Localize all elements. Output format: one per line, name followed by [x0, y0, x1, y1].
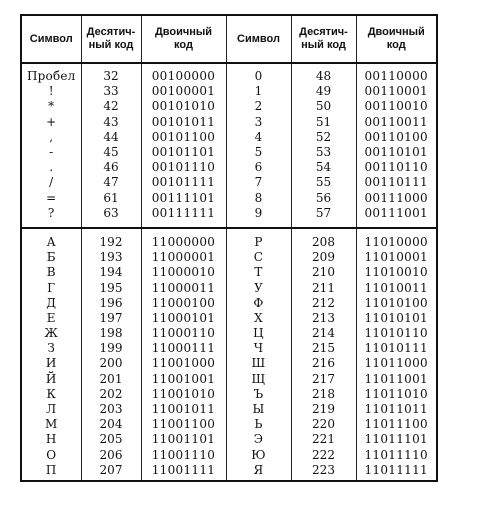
cell-decimal-left: 193 — [81, 250, 141, 265]
table-row — [21, 463, 437, 481]
cell-symbol-left: ! — [21, 84, 81, 99]
cell-binary-left: 11000000 — [141, 228, 226, 250]
cell-decimal-right: 218 — [291, 387, 356, 402]
cell-decimal-left: 44 — [81, 130, 141, 145]
cell-binary-left: 00111101 — [141, 191, 226, 206]
cell-symbol-left: Пробел — [21, 63, 81, 84]
cell-decimal-left: 204 — [81, 417, 141, 432]
cell-decimal-left: 47 — [81, 175, 141, 190]
cell-decimal-right: 213 — [291, 311, 356, 326]
table-row — [21, 145, 437, 160]
cell-symbol-left: К — [21, 387, 81, 402]
cell-binary-right: 00110000 — [356, 63, 437, 84]
cell-binary-right: 00111001 — [356, 206, 437, 228]
cell-symbol-right: У — [226, 280, 291, 295]
cell-symbol-left: В — [21, 265, 81, 280]
cell-binary-left: 00101111 — [141, 175, 226, 190]
header-decimal-left: Десятич- ный код — [81, 15, 141, 63]
cell-symbol-right: Х — [226, 311, 291, 326]
cell-binary-right: 00110101 — [356, 145, 437, 160]
cell-binary-right: 00110011 — [356, 115, 437, 130]
table-row — [21, 326, 437, 341]
cell-binary-right: 11011011 — [356, 402, 437, 417]
cell-binary-right: 11010000 — [356, 228, 437, 250]
cell-symbol-right: Щ — [226, 372, 291, 387]
cell-binary-right: 11010111 — [356, 341, 437, 356]
cell-binary-left: 11001101 — [141, 432, 226, 447]
cell-symbol-right: Т — [226, 265, 291, 280]
cell-symbol-right: 5 — [226, 145, 291, 160]
table-row — [21, 191, 437, 206]
cell-binary-right: 11010001 — [356, 250, 437, 265]
cell-decimal-right: 221 — [291, 432, 356, 447]
cell-binary-left: 11000100 — [141, 296, 226, 311]
cell-binary-left: 11001000 — [141, 356, 226, 371]
cell-symbol-left: З — [21, 341, 81, 356]
cell-symbol-left: М — [21, 417, 81, 432]
cell-decimal-left: 199 — [81, 341, 141, 356]
cell-binary-right: 11010011 — [356, 280, 437, 295]
cell-decimal-left: 46 — [81, 160, 141, 175]
table-row — [21, 417, 437, 432]
cell-decimal-left: 32 — [81, 63, 141, 84]
cell-decimal-right: 219 — [291, 402, 356, 417]
cell-binary-left: 11001011 — [141, 402, 226, 417]
table-row — [21, 130, 437, 145]
cell-decimal-left: 198 — [81, 326, 141, 341]
cell-symbol-left: . — [21, 160, 81, 175]
table-row — [21, 387, 437, 402]
cell-symbol-left: Д — [21, 296, 81, 311]
cell-symbol-left: Б — [21, 250, 81, 265]
header-binary-left: Двоичный код — [141, 15, 226, 63]
cell-symbol-right: Ш — [226, 356, 291, 371]
table-row — [21, 160, 437, 175]
table-row — [21, 175, 437, 190]
cell-decimal-right: 48 — [291, 63, 356, 84]
cell-binary-left: 11001001 — [141, 372, 226, 387]
cell-symbol-left: О — [21, 448, 81, 463]
cell-symbol-left: * — [21, 99, 81, 114]
cell-decimal-left: 205 — [81, 432, 141, 447]
cell-binary-right: 11011000 — [356, 356, 437, 371]
cell-decimal-left: 194 — [81, 265, 141, 280]
cell-binary-right: 00110100 — [356, 130, 437, 145]
cell-binary-left: 00101101 — [141, 145, 226, 160]
cell-symbol-right: С — [226, 250, 291, 265]
cell-decimal-right: 222 — [291, 448, 356, 463]
table-row — [21, 250, 437, 265]
cell-symbol-left: А — [21, 228, 81, 250]
cell-decimal-right: 211 — [291, 280, 356, 295]
cell-binary-left: 00101110 — [141, 160, 226, 175]
ascii-code-table-container — [20, 14, 438, 482]
cell-binary-right: 11010100 — [356, 296, 437, 311]
cell-binary-right: 11011010 — [356, 387, 437, 402]
table-row — [21, 432, 437, 447]
cell-binary-left: 11000101 — [141, 311, 226, 326]
table-header — [21, 15, 437, 63]
cell-symbol-left: + — [21, 115, 81, 130]
cell-binary-right: 11011001 — [356, 372, 437, 387]
table-row — [21, 296, 437, 311]
cell-decimal-left: 43 — [81, 115, 141, 130]
cell-binary-right: 11011101 — [356, 432, 437, 447]
table-row — [21, 372, 437, 387]
table-row — [21, 265, 437, 280]
table-row — [21, 402, 437, 417]
cell-symbol-right: Ь — [226, 417, 291, 432]
table-row — [21, 356, 437, 371]
cell-decimal-left: 201 — [81, 372, 141, 387]
cell-decimal-right: 57 — [291, 206, 356, 228]
table-row — [21, 448, 437, 463]
cell-decimal-left: 63 — [81, 206, 141, 228]
cell-binary-left: 11001100 — [141, 417, 226, 432]
cell-binary-left: 00100001 — [141, 84, 226, 99]
cell-binary-right: 11011110 — [356, 448, 437, 463]
cell-symbol-left: Г — [21, 280, 81, 295]
cell-decimal-left: 207 — [81, 463, 141, 481]
punctuation-digits-section — [21, 63, 437, 228]
cell-symbol-right: Ч — [226, 341, 291, 356]
cell-decimal-left: 45 — [81, 145, 141, 160]
cell-symbol-right: Ф — [226, 296, 291, 311]
table-row — [21, 228, 437, 250]
cell-decimal-left: 195 — [81, 280, 141, 295]
table-row — [21, 115, 437, 130]
cell-decimal-right: 209 — [291, 250, 356, 265]
cell-decimal-right: 214 — [291, 326, 356, 341]
cell-decimal-left: 202 — [81, 387, 141, 402]
cell-symbol-right: Э — [226, 432, 291, 447]
cell-binary-right: 11011100 — [356, 417, 437, 432]
cell-decimal-right: 56 — [291, 191, 356, 206]
cell-binary-left: 11001110 — [141, 448, 226, 463]
cell-symbol-left: ? — [21, 206, 81, 228]
cell-binary-right: 11010101 — [356, 311, 437, 326]
cell-symbol-right: 1 — [226, 84, 291, 99]
cell-binary-left: 11000110 — [141, 326, 226, 341]
table-row — [21, 280, 437, 295]
cell-symbol-right: 4 — [226, 130, 291, 145]
cell-binary-right: 11011111 — [356, 463, 437, 481]
cell-binary-right: 11010010 — [356, 265, 437, 280]
cell-symbol-right: 7 — [226, 175, 291, 190]
cell-decimal-right: 215 — [291, 341, 356, 356]
cell-symbol-left: Н — [21, 432, 81, 447]
cell-decimal-right: 50 — [291, 99, 356, 114]
cell-binary-right: 11010110 — [356, 326, 437, 341]
cell-decimal-left: 33 — [81, 84, 141, 99]
cell-decimal-right: 54 — [291, 160, 356, 175]
cell-binary-left: 11000001 — [141, 250, 226, 265]
cell-symbol-left: , — [21, 130, 81, 145]
cell-decimal-left: 203 — [81, 402, 141, 417]
cell-decimal-right: 216 — [291, 356, 356, 371]
cell-decimal-right: 212 — [291, 296, 356, 311]
header-symbol-left: Символ — [21, 15, 81, 63]
cell-symbol-right: 8 — [226, 191, 291, 206]
cell-binary-left: 11001111 — [141, 463, 226, 481]
cell-symbol-right: Ы — [226, 402, 291, 417]
cell-binary-left: 00101010 — [141, 99, 226, 114]
cell-decimal-right: 53 — [291, 145, 356, 160]
cell-binary-right: 00110111 — [356, 175, 437, 190]
cell-decimal-right: 223 — [291, 463, 356, 481]
cell-symbol-left: = — [21, 191, 81, 206]
cell-symbol-right: Ц — [226, 326, 291, 341]
cell-symbol-right: 3 — [226, 115, 291, 130]
table-row — [21, 99, 437, 114]
cell-binary-right: 00110001 — [356, 84, 437, 99]
cell-symbol-right: 0 — [226, 63, 291, 84]
cyrillic-letters-section — [21, 228, 437, 481]
cell-symbol-right: Р — [226, 228, 291, 250]
cell-decimal-left: 206 — [81, 448, 141, 463]
cell-binary-left: 11000010 — [141, 265, 226, 280]
cell-decimal-right: 55 — [291, 175, 356, 190]
cell-decimal-left: 197 — [81, 311, 141, 326]
cell-binary-left: 00101011 — [141, 115, 226, 130]
cell-symbol-left: П — [21, 463, 81, 481]
cell-symbol-right: Я — [226, 463, 291, 481]
table-row — [21, 206, 437, 228]
cell-decimal-left: 192 — [81, 228, 141, 250]
cell-symbol-right: 9 — [226, 206, 291, 228]
table-row — [21, 311, 437, 326]
header-symbol-right: Символ — [226, 15, 291, 63]
cell-decimal-right: 210 — [291, 265, 356, 280]
cell-binary-left: 11000111 — [141, 341, 226, 356]
cell-binary-left: 00100000 — [141, 63, 226, 84]
cell-symbol-right: 6 — [226, 160, 291, 175]
cell-decimal-left: 196 — [81, 296, 141, 311]
cell-symbol-left: Й — [21, 372, 81, 387]
cell-decimal-right: 51 — [291, 115, 356, 130]
cell-symbol-right: Ъ — [226, 387, 291, 402]
cell-binary-right: 00111000 — [356, 191, 437, 206]
cell-symbol-left: И — [21, 356, 81, 371]
table-row — [21, 341, 437, 356]
header-binary-right: Двоичный код — [356, 15, 437, 63]
cell-binary-left: 11000011 — [141, 280, 226, 295]
table-row — [21, 84, 437, 99]
cell-symbol-left: Л — [21, 402, 81, 417]
cell-decimal-right: 49 — [291, 84, 356, 99]
cell-binary-right: 00110010 — [356, 99, 437, 114]
cell-symbol-left: / — [21, 175, 81, 190]
cell-symbol-left: Е — [21, 311, 81, 326]
cell-decimal-left: 42 — [81, 99, 141, 114]
cell-binary-left: 00101100 — [141, 130, 226, 145]
cell-decimal-right: 208 — [291, 228, 356, 250]
cell-decimal-right: 220 — [291, 417, 356, 432]
cell-binary-right: 00110110 — [356, 160, 437, 175]
cell-binary-left: 11001010 — [141, 387, 226, 402]
header-decimal-right: Десятич- ный код — [291, 15, 356, 63]
cell-symbol-left: Ж — [21, 326, 81, 341]
cell-symbol-left: - — [21, 145, 81, 160]
cell-symbol-right: 2 — [226, 99, 291, 114]
cell-decimal-left: 200 — [81, 356, 141, 371]
cell-decimal-left: 61 — [81, 191, 141, 206]
table-row — [21, 63, 437, 84]
code-table — [20, 14, 438, 482]
cell-symbol-right: Ю — [226, 448, 291, 463]
cell-decimal-right: 217 — [291, 372, 356, 387]
cell-binary-left: 00111111 — [141, 206, 226, 228]
cell-decimal-right: 52 — [291, 130, 356, 145]
